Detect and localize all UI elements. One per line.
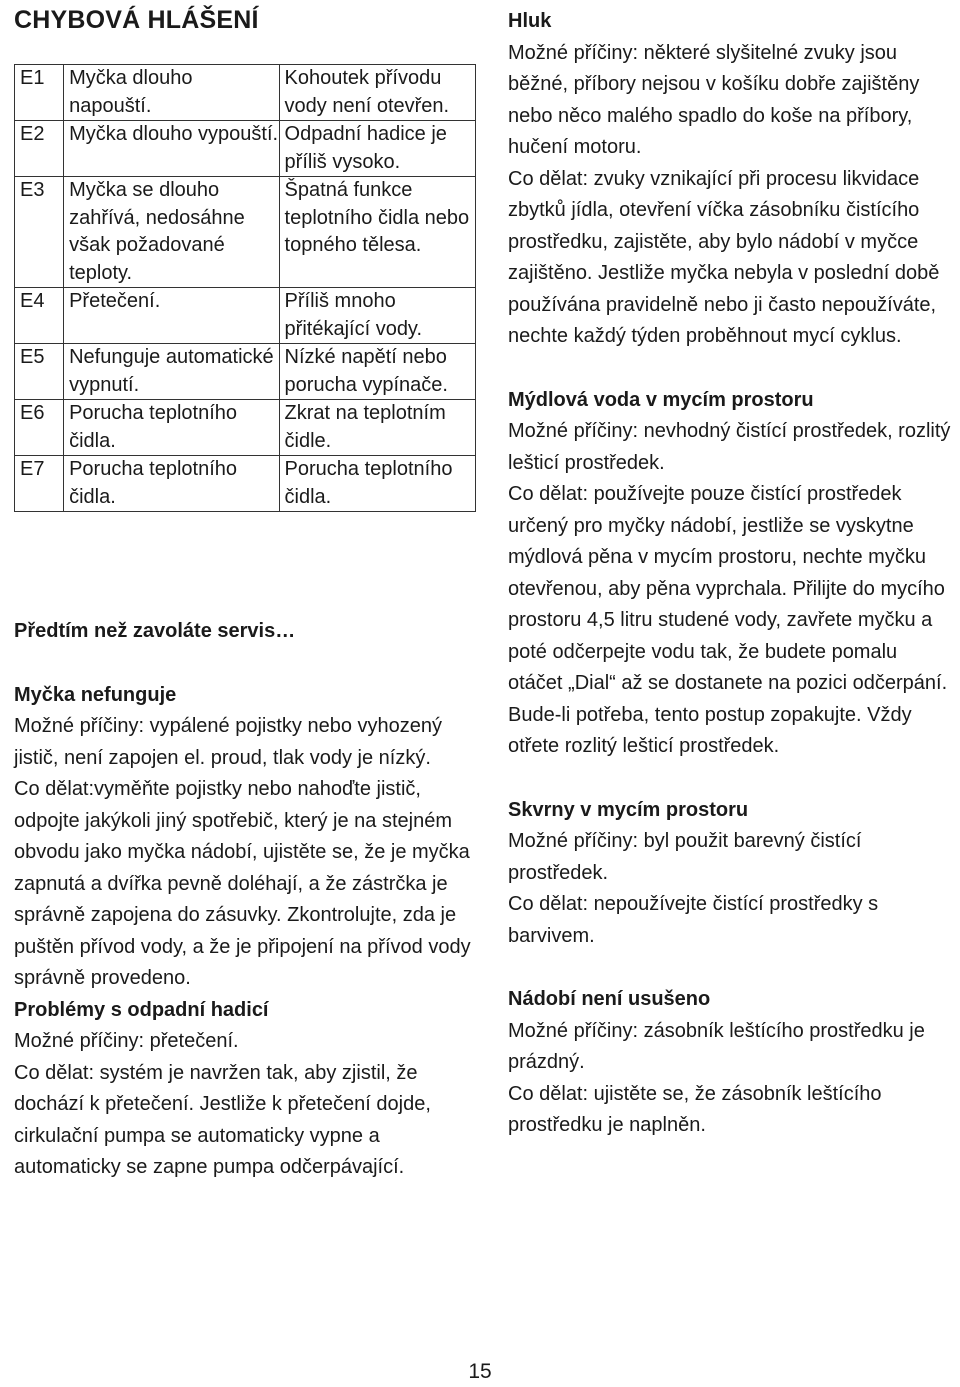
page-title: CHYBOVÁ HLÁŠENÍ xyxy=(14,6,259,34)
error-description: Myčka dlouho vypouští. xyxy=(64,121,279,177)
error-code: E1 xyxy=(15,65,64,121)
stains-causes: Možné příčiny: byl použit barevný čistící prostředek. xyxy=(508,830,862,884)
error-row xyxy=(15,177,476,288)
foam-action: Co dělat: používejte pouze čistící prostředek určený pro myčky nádobí, jestliže se vyskytne mýdlová pěna v mycím prostoru, nechte myčku otevřenou, aby pěna vyprchala. Přilijte do mycího prostoru 4,5 litru studené vody, zavřete myčku a poté odčerpejte vodu tak, že budete pomalu otáčet „Dial“ až se dostanete na pozici odčerpání. Bude-li potřeba, tento postup zopakujte. Vždy otřete rozlitý lešticí prostředek. xyxy=(508,483,948,757)
error-description: Myčka dlouho napouští. xyxy=(64,65,279,121)
drain-action: Co dělat: systém je navržen tak, aby zjistil, že dochází k přetečení. Jestliže k přetečení dojde, cirkulační pumpa se automaticky vypne a automaticky se zapne pumpa odčerpávající. xyxy=(14,1061,431,1178)
stains-heading: Skvrny v mycím prostoru xyxy=(508,798,749,821)
error-row xyxy=(15,288,476,344)
error-row xyxy=(15,400,476,456)
not-working-heading: Myčka nefunguje xyxy=(14,683,177,706)
error-cause: Špatná funkce teplotního čidla nebo topného tělesa. xyxy=(279,177,475,288)
error-cause: Zkrat na teplotním čidle. xyxy=(279,400,475,456)
drain-heading: Problémy s odpadní hadicí xyxy=(14,998,269,1021)
error-cause: Nízké napětí nebo porucha vypínače. xyxy=(279,344,475,400)
not-dried-action: Co dělat: ujistěte se, že zásobník leštícího prostředku je naplněn. xyxy=(508,1082,882,1136)
service-heading: Předtím než zavoláte servis… xyxy=(14,620,296,642)
stains-action: Co dělat: nepoužívejte čistící prostředky s barvivem. xyxy=(508,893,879,947)
not-working-causes: Možné příčiny: vypálené pojistky nebo vyhozený jistič, není zapojen el. proud, tlak vody je nízký. xyxy=(14,715,443,769)
error-table xyxy=(14,64,476,512)
error-description: Porucha teplotního čidla. xyxy=(64,456,279,512)
error-row xyxy=(15,456,476,512)
error-code: E2 xyxy=(15,121,64,177)
error-description: Přetečení. xyxy=(64,288,279,344)
drain-causes: Možné příčiny: přetečení. xyxy=(14,1030,239,1052)
error-code: E5 xyxy=(15,344,64,400)
not-working-action: Co dělat:vyměňte pojistky nebo nahoďte jistič, odpojte jakýkoli jiný spotřebič, který je na stejném obvodu jako myčka nádobí, ujistěte se, že je myčka zapnutá a dvířka pevně doléhají, a že zástrčka je správně zapojena do zásuvky. Zkontrolujte, zda je puštěn přívod vody, a že je připojení na přívod vody správně provedeno. xyxy=(14,778,471,989)
error-code: E6 xyxy=(15,400,64,456)
noise-heading: Hluk xyxy=(508,10,552,32)
error-cause: Porucha teplotního čidla. xyxy=(279,456,475,512)
error-code: E3 xyxy=(15,177,64,288)
error-row xyxy=(15,344,476,400)
not-dried-causes: Možné příčiny: zásobník leštícího prostředku je prázdný. xyxy=(508,1019,925,1073)
noise-action: Co dělat: zvuky vznikající při procesu likvidace zbytků jídla, otevření víčka zásobníku čistícího prostředku, zajistěte, aby bylo nádobí v myčce zajištěno. Jestliže myčka nebyla v poslední době používána pravidelně nebo ji často nepoužíváte, nechte každý týden proběhnout mycí cyklus. xyxy=(508,167,940,347)
error-cause: Příliš mnoho přitékající vody. xyxy=(279,288,475,344)
page-number: 15 xyxy=(468,1360,492,1383)
troubleshooting-left xyxy=(14,616,476,1184)
not-dried-heading: Nádobí není usušeno xyxy=(508,988,711,1010)
noise-causes: Možné příčiny: některé slyšitelné zvuky jsou běžné, příbory nejsou v košíku dobře zajištěny nebo něco malého spadlo do koše na příbory, hučení motoru. xyxy=(508,41,920,158)
foam-heading: Mýdlová voda v mycím prostoru xyxy=(508,388,814,411)
error-code: E7 xyxy=(15,456,64,512)
error-description: Nefunguje automatické vypnutí. xyxy=(64,344,279,400)
error-row xyxy=(15,65,476,121)
error-description: Porucha teplotního čidla. xyxy=(64,400,279,456)
error-description: Myčka se dlouho zahřívá, nedosáhne však požadované teploty. xyxy=(64,177,279,288)
error-row xyxy=(15,121,476,177)
error-cause: Kohoutek přívodu vody není otevřen. xyxy=(279,65,475,121)
error-cause: Odpadní hadice je příliš vysoko. xyxy=(279,121,475,177)
error-code: E4 xyxy=(15,288,64,344)
foam-causes: Možné příčiny: nevhodný čistící prostředek, rozlitý lešticí prostředek. xyxy=(508,420,951,474)
